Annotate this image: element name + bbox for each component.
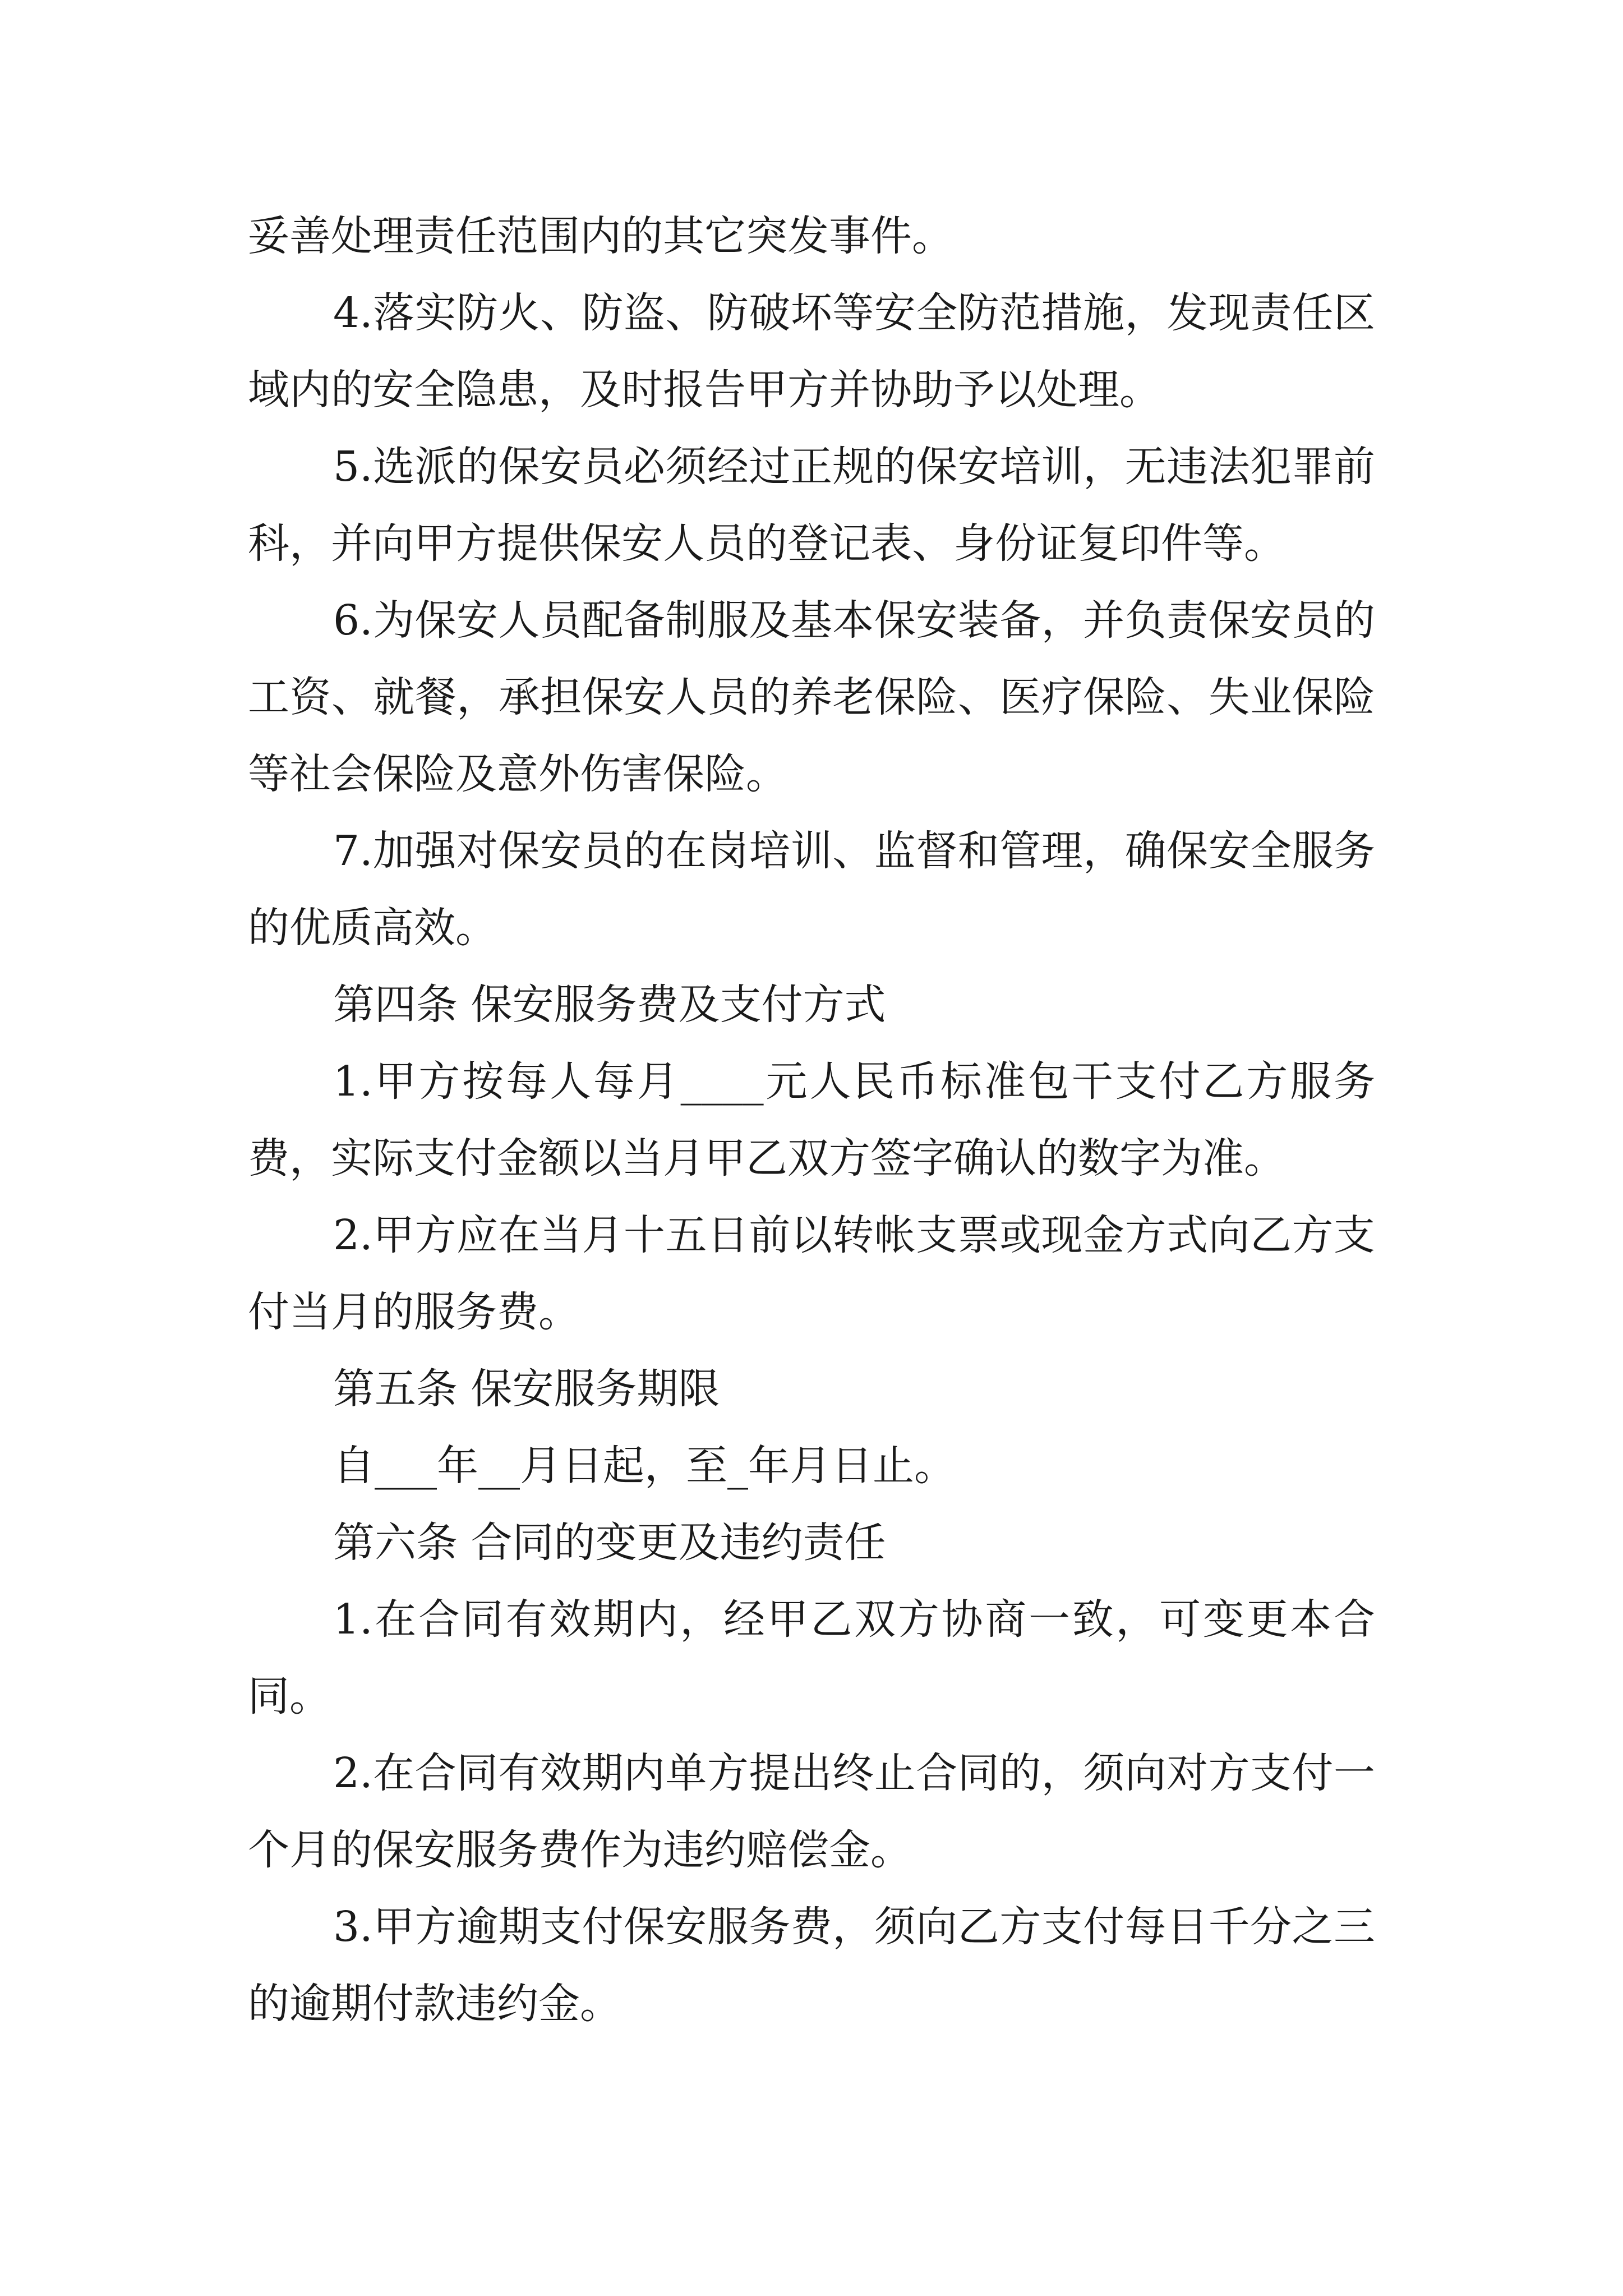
paragraph-item-5: 5.选派的保安员必须经过正规的保安培训，无违法犯罪前科，并向甲方提供保安人员的登记表、身份证复印件等。 — [248, 443, 1375, 568]
article-6-heading: 第六条 合同的变更及违约责任 — [333, 1519, 886, 1567]
article-4-heading: 第四条 保安服务费及支付方式 — [333, 981, 886, 1029]
article-6-item-2: 2.在合同有效期内单方提出终止合同的，须向对方支付一个月的保安服务费作为违约赔偿金。 — [248, 1749, 1375, 1874]
article-6-item-1: 1.在合同有效期内，经甲乙双方协商一致，可变更本合同。 — [248, 1595, 1375, 1720]
article-6-item-3: 3.甲方逾期支付保安服务费，须向乙方支付每日千分之三的逾期付款违约金。 — [248, 1903, 1375, 2028]
paragraph-continuation: 妥善处理责任范围内的其它突发事件。 — [248, 212, 953, 260]
service-period-line: 自___年__月日起，至_年月日止。 — [333, 1442, 956, 1490]
article-4-item-2: 2.甲方应在当月十五日前以转帐支票或现金方式向乙方支付当月的服务费。 — [248, 1211, 1375, 1336]
article-4-item-1: 1.甲方按每人每月____元人民币标准包干支付乙方服务费，实际支付金额以当月甲乙双方签字确认的数字为准。 — [248, 1057, 1375, 1182]
contract-body — [248, 198, 1375, 2042]
paragraph-item-7: 7.加强对保安员的在岗培训、监督和管理，确保安全服务的优质高效。 — [248, 827, 1375, 952]
paragraph-item-4: 4.落实防火、防盗、防破坏等安全防范措施，发现责任区域内的安全隐患，及时报告甲方并协助予以处理。 — [248, 289, 1375, 414]
paragraph-item-6: 6.为保安人员配备制服及基本保安装备，并负责保安员的工资、就餐，承担保安人员的养老保险、医疗保险、失业保险等社会保险及意外伤害保险。 — [248, 596, 1375, 798]
article-5-heading: 第五条 保安服务期限 — [333, 1365, 720, 1413]
